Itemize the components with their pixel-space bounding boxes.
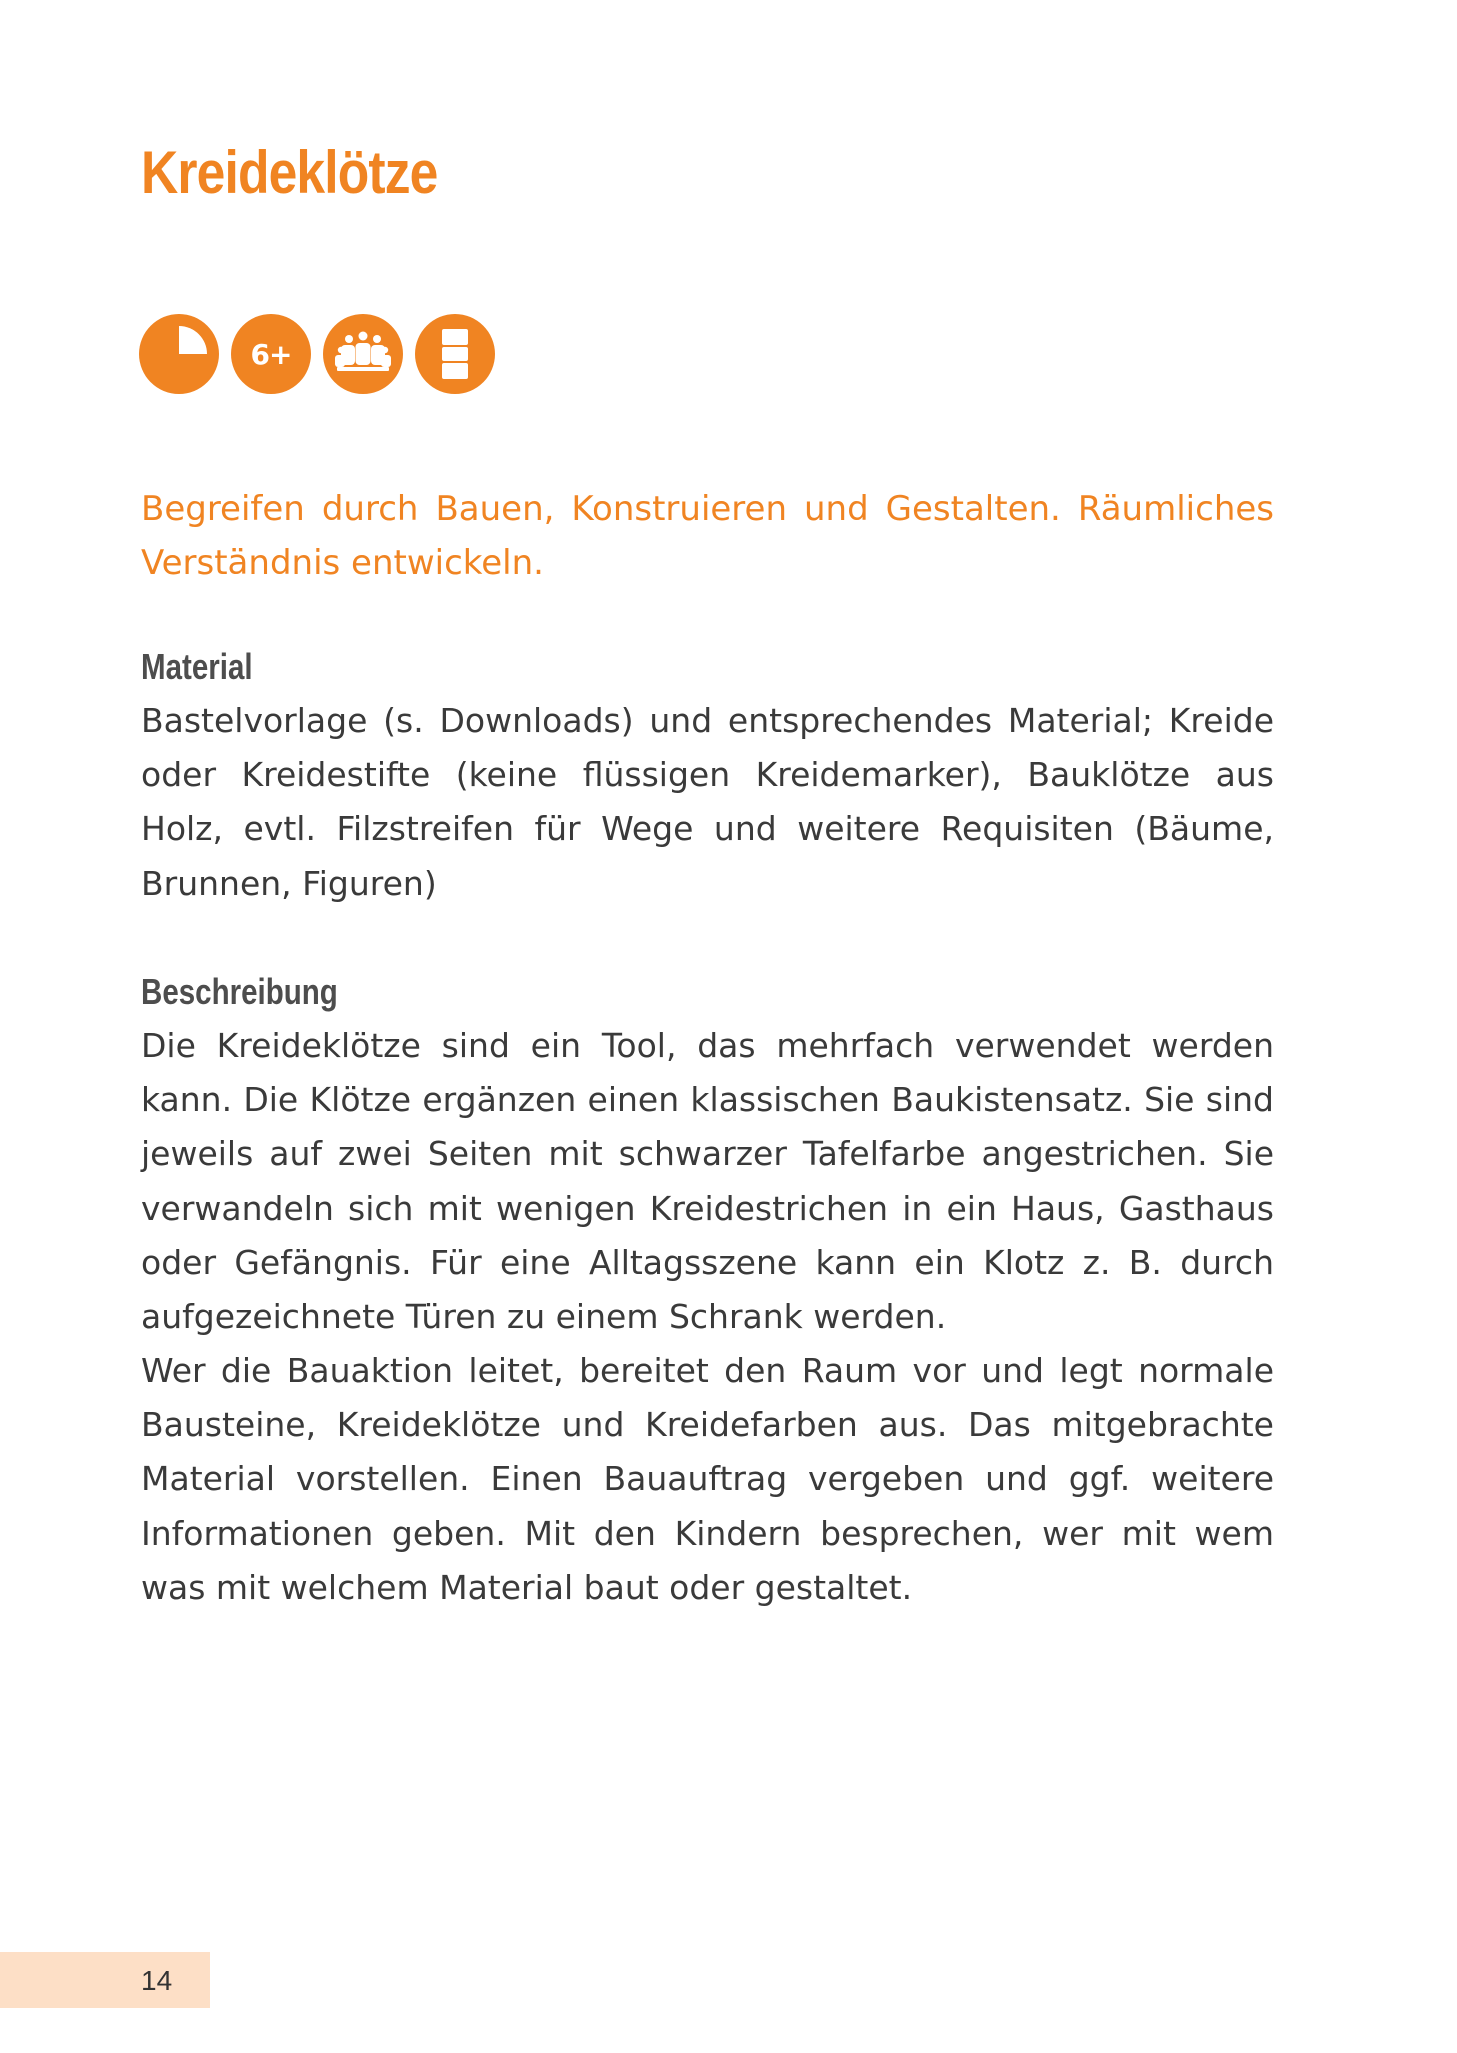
- intro-text: Begreifen durch Bauen, Konstruieren und Gestalten. Räumliches Verständnis entwickeln.: [141, 489, 1274, 583]
- duration-icon: [139, 314, 219, 394]
- page-number-box: [0, 1952, 210, 2008]
- page-title: Kreideklötze: [141, 139, 438, 206]
- description-paragraph-2: Wer die Bauaktion leitet, bereitet den Raum vor und legt normale Bausteine, Kreideklötze und Kreidefarben aus. Das mitgebrachte Material vorstellen. Einen Bauauftrag vergeben und ggf. weitere Informationen geben. Mit den Kindern besprechen, wer mit wem was mit welchem Material baut oder gestaltet.: [141, 1351, 1274, 1607]
- age-label: 6+: [250, 337, 292, 371]
- material-text: Bastelvorlage (s. Downloads) und entsprechendes Material; Kreide oder Kreidestifte (keine flüssigen Kreidemarker), Bauklötze aus Holz, evtl. Filzstreifen für Wege und weitere Requisiten (Bäume, Brunnen, Figuren): [141, 701, 1274, 903]
- group-icon: [323, 314, 403, 394]
- activity-icons: [139, 314, 495, 394]
- description-paragraph-1: Die Kreideklötze sind ein Tool, das mehrfach verwendet werden kann. Die Klötze ergänzen einen klassischen Baukistensatz. Sie sind jeweils auf zwei Seiten mit schwarzer Tafelfarbe angestrichen. Sie verwandeln sich mit wenigen Kreidestrichen in ein Haus, Gasthaus oder Gefängnis. Für eine Alltagsszene kann ein Klotz z. B. durch aufgezeichnete Türen zu einem Schrank werden.: [141, 1026, 1274, 1337]
- material-icon: [415, 314, 495, 394]
- material-heading: Material: [141, 646, 253, 687]
- age-icon: [231, 314, 311, 394]
- description-heading: Beschreibung: [141, 971, 338, 1012]
- page-number: 14: [141, 1965, 173, 1996]
